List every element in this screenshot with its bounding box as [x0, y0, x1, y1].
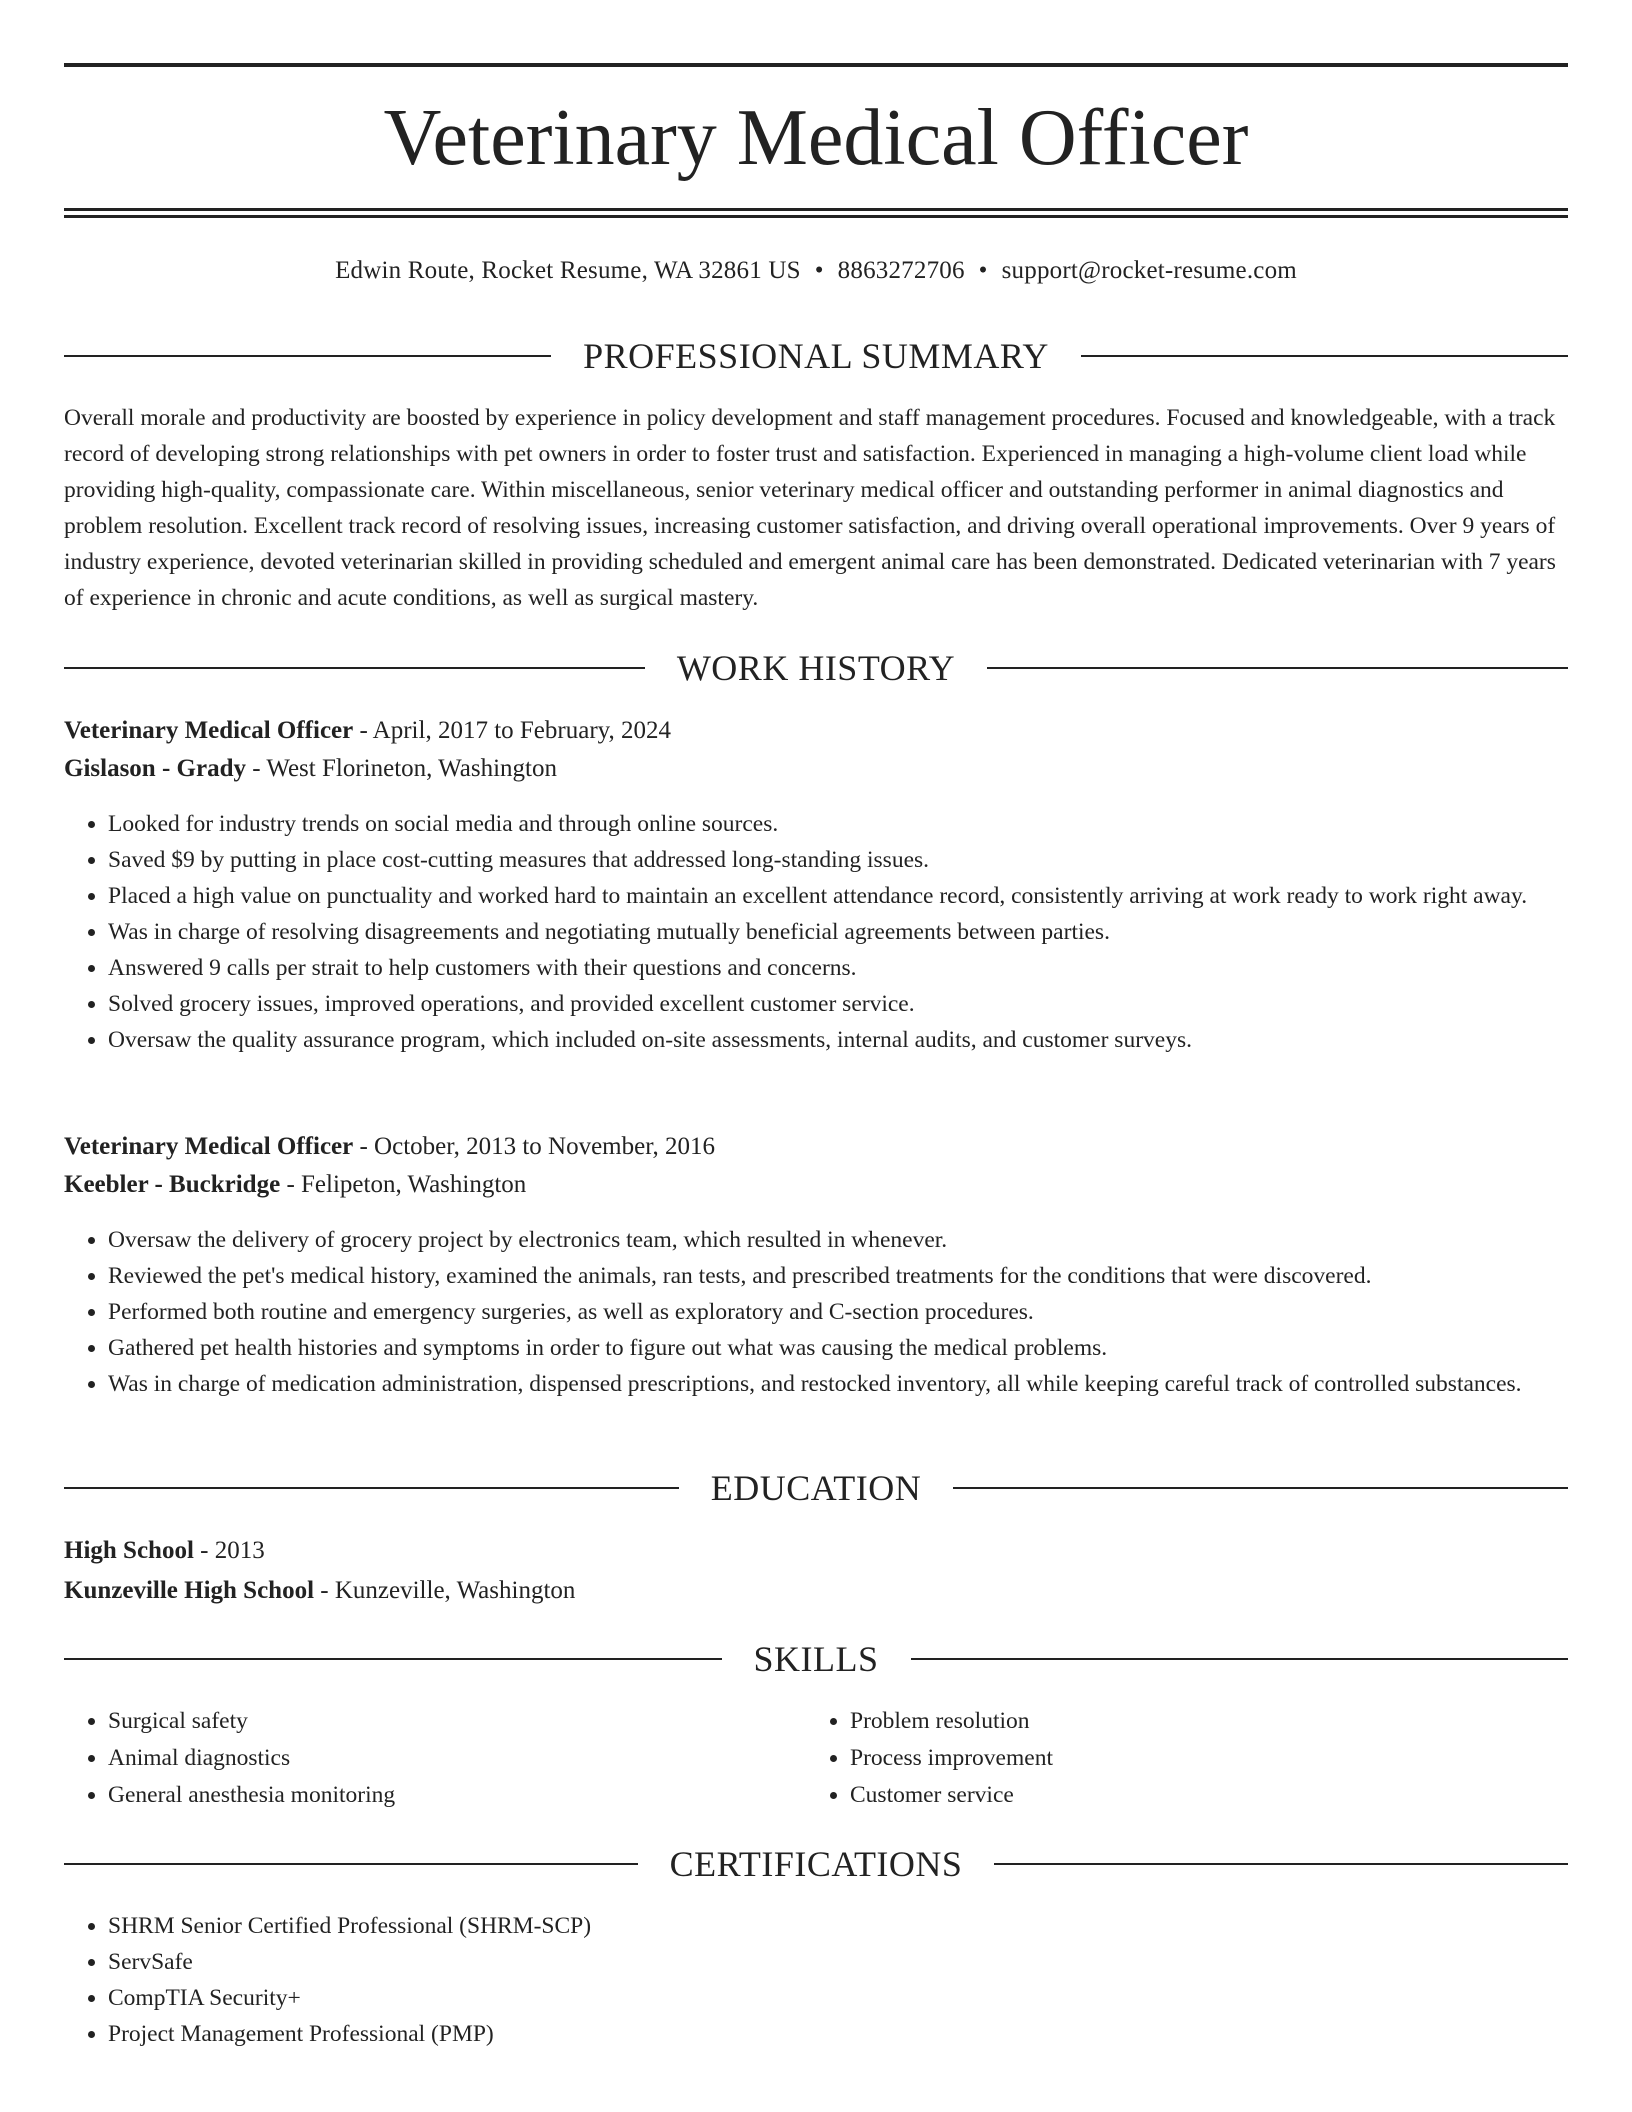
education-year: - 2013	[193, 1537, 265, 1564]
summary-text: Overall morale and productivity are boosted by experience in policy development and staff management procedures. Focused and knowledgeable, with a track record of developing strong relationships with pet owners in order to foster trust and satisfaction. Experienced in managing a high-volume client load while providing high-quality, compassionate care. Within miscellaneous, senior veterinary medical officer and outstanding performer in animal diagnostics and problem resolution. Excellent track record of resolving issues, increasing customer satisfaction, and driving overall operational improvements. Over 9 years of industry experience, devoted veterinarian skilled in providing scheduled and emergent animal care has been demonstrated. Dedicated veterinarian with 7 years of experience in chronic and acute conditions, as well as surgical mastery.	[64, 405, 1556, 611]
job-title: Veterinary Medical Officer	[64, 1133, 354, 1160]
divider	[64, 1487, 679, 1489]
job-location: - West Florineton, Washington	[245, 755, 557, 782]
job-company-line	[64, 752, 1568, 786]
divider	[64, 667, 645, 669]
certification-item: • ServSafe	[108, 1944, 1568, 1980]
education-school: Kunzeville High School	[64, 1577, 315, 1604]
divider	[911, 1658, 1569, 1660]
list-item: • Performed both routine and emergency surgeries, as well as exploratory and C-section procedures.	[108, 1294, 1568, 1330]
skill-item: • Problem resolution	[850, 1703, 1506, 1740]
list-item: • Answered 9 calls per strait to help customers with their questions and concerns.	[108, 950, 1568, 986]
contact-email: support@rocket-resume.com	[1001, 257, 1297, 284]
job-title-line	[64, 714, 1568, 748]
list-item: • Was in charge of medication administration, dispensed prescriptions, and restocked inventory, all while keeping careful track of controlled substances.	[108, 1366, 1568, 1402]
job-company: Gislason - Grady	[64, 755, 246, 782]
divider	[64, 355, 551, 357]
skill-item: • Surgical safety	[108, 1703, 764, 1740]
divider	[994, 1863, 1568, 1865]
job-title: Veterinary Medical Officer	[64, 717, 354, 744]
contact-separator: •	[978, 257, 988, 284]
divider	[64, 1863, 638, 1865]
divider	[953, 1487, 1568, 1489]
top-rule	[64, 63, 1568, 67]
list-item: • Placed a high value on punctuality and worked hard to maintain an excellent attendance record, consistently arriving at work ready to work right away.	[108, 878, 1568, 914]
section-title: CERTIFICATIONS	[669, 1844, 963, 1884]
list-item: • Oversaw the delivery of grocery project by electronics team, which resulted in whenever.	[108, 1222, 1568, 1258]
job-company-line	[64, 1168, 1568, 1202]
list-item: • Reviewed the pet's medical history, examined the animals, ran tests, and prescribed treatments for the conditions that were discovered.	[108, 1258, 1568, 1294]
skill-item: • Process improvement	[850, 1740, 1506, 1777]
divider	[64, 1658, 722, 1660]
divider	[1081, 355, 1568, 357]
list-item: • Gathered pet health histories and symptoms in order to figure out what was causing the medical problems.	[108, 1330, 1568, 1366]
list-item: • Saved $9 by putting in place cost-cutting measures that addressed long-standing issues.	[108, 842, 1568, 878]
education-degree-line	[64, 1534, 1568, 1568]
list-item: • Oversaw the quality assurance program, which included on-site assessments, internal audits, and customer surveys.	[108, 1022, 1568, 1058]
list-item: • Was in charge of resolving disagreements and negotiating mutually beneficial agreements between parties.	[108, 914, 1568, 950]
job-location: - Felipeton, Washington	[280, 1171, 527, 1198]
section-header-work-history	[64, 646, 1568, 690]
job-dates: - October, 2013 to November, 2016	[353, 1133, 716, 1160]
certification-item: • SHRM Senior Certified Professional (SHRM-SCP)	[108, 1908, 1568, 1944]
certification-item: • CompTIA Security+	[108, 1980, 1568, 2016]
skills-list-right	[806, 1703, 1506, 1814]
section-header-summary	[64, 334, 1568, 378]
education-school-line	[64, 1574, 1568, 1608]
section-title: WORK HISTORY	[676, 648, 956, 688]
skill-item: • Customer service	[850, 1777, 1506, 1814]
education-degree: High School	[64, 1537, 194, 1564]
section-header-skills	[64, 1637, 1568, 1681]
section-title: SKILLS	[753, 1639, 879, 1679]
section-header-education	[64, 1466, 1568, 1510]
contact-phone: 8863272706	[837, 257, 965, 284]
list-item: • Looked for industry trends on social media and through online sources.	[108, 806, 1568, 842]
skill-item: • General anesthesia monitoring	[108, 1777, 764, 1814]
contact-line	[64, 254, 1568, 288]
contact-separator: •	[814, 257, 824, 284]
section-title: PROFESSIONAL SUMMARY	[583, 336, 1049, 376]
resume-title: Veterinary Medical Officer	[383, 94, 1249, 182]
job-bullets	[64, 806, 1568, 1058]
job-bullets	[64, 1222, 1568, 1402]
list-item: • Solved grocery issues, improved operations, and provided excellent customer service.	[108, 986, 1568, 1022]
skills-list-left	[64, 1703, 764, 1814]
certifications-list	[64, 1908, 1568, 2052]
divider	[987, 667, 1568, 669]
title-double-rule	[64, 208, 1568, 218]
job-title-line	[64, 1130, 1568, 1164]
education-location: - Kunzeville, Washington	[314, 1577, 576, 1604]
certification-item: • Project Management Professional (PMP)	[108, 2016, 1568, 2052]
section-header-certifications	[64, 1842, 1568, 1886]
section-title: EDUCATION	[710, 1468, 922, 1508]
skill-item: • Animal diagnostics	[108, 1740, 764, 1777]
contact-address: Edwin Route, Rocket Resume, WA 32861 US	[335, 257, 801, 284]
job-dates: - April, 2017 to February, 2024	[353, 717, 672, 744]
job-company: Keebler - Buckridge	[64, 1171, 281, 1198]
